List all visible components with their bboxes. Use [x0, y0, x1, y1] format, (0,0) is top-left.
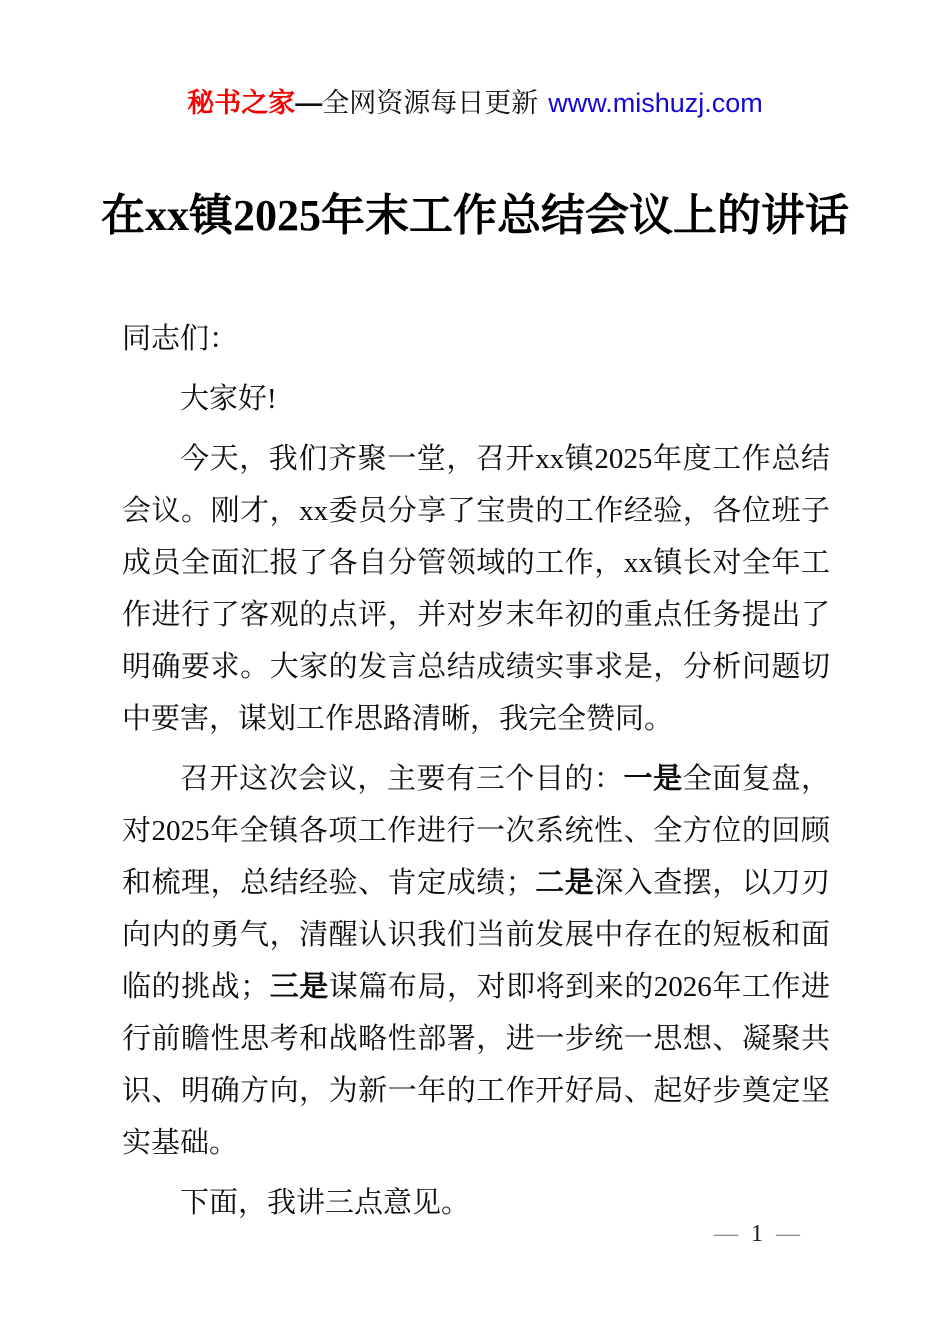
site-url-link[interactable]: www.mishuzj.com [548, 88, 763, 118]
text-run: 谋篇布局，对即将到来的2026年工作进行前瞻性思考和战略性部署，进一步统一思想、凝聚共识、明确方向，为新一年的工作开好局、起好步奠定坚实基础。 [122, 971, 830, 1159]
text-run: 下面，我讲三点意见。 [180, 1187, 471, 1219]
paragraph [122, 433, 830, 745]
emphasis-run: 三是 [269, 971, 329, 1003]
header-separator: — [295, 88, 323, 118]
text-run: 全面复盘，对2025年全镇各项工作进行一次系统性、全方位的回顾和梳理，总结经验、肯定成绩； [122, 763, 830, 899]
header-tagline: 全网资源每日更新 [322, 88, 539, 118]
text-run: 今天，我们齐聚一堂，召开xx镇2025年度工作总结会议。刚才，xx委员分享了宝贵的工作经验，各位班子成员全面汇报了各自分管领域的工作，xx镇长对全年工作进行了客观的点评，并对岁末年初的重点任务提出了明确要求。大家的发言总结成绩实事求是，分析问题切中要害，谋划工作思路清晰，我完全赞同。 [122, 443, 830, 735]
text-run: 大家好! [180, 383, 277, 415]
paragraph [122, 753, 830, 1169]
text-run: 同志们： [122, 323, 239, 355]
footer-dash-right: — [776, 1221, 800, 1247]
text-run: 深入查摆，以刀刃向内的勇气，清醒认识我们当前发展中存在的短板和面临的挑战； [122, 867, 830, 1003]
footer-dash-left: — [714, 1221, 738, 1247]
emphasis-run: 一是 [623, 763, 683, 795]
site-header [0, 0, 950, 121]
emphasis-run: 二是 [534, 867, 595, 899]
paragraph [122, 313, 830, 365]
site-brand: 秘书之家 [187, 88, 296, 118]
paragraph [122, 373, 830, 425]
page-number: 1 [751, 1221, 763, 1247]
page-footer [714, 1220, 800, 1248]
document-body [122, 313, 830, 1229]
document-title: 在xx镇2025年末工作总结会议上的讲话 [101, 191, 849, 240]
text-run: 召开这次会议，主要有三个目的： [180, 763, 624, 795]
